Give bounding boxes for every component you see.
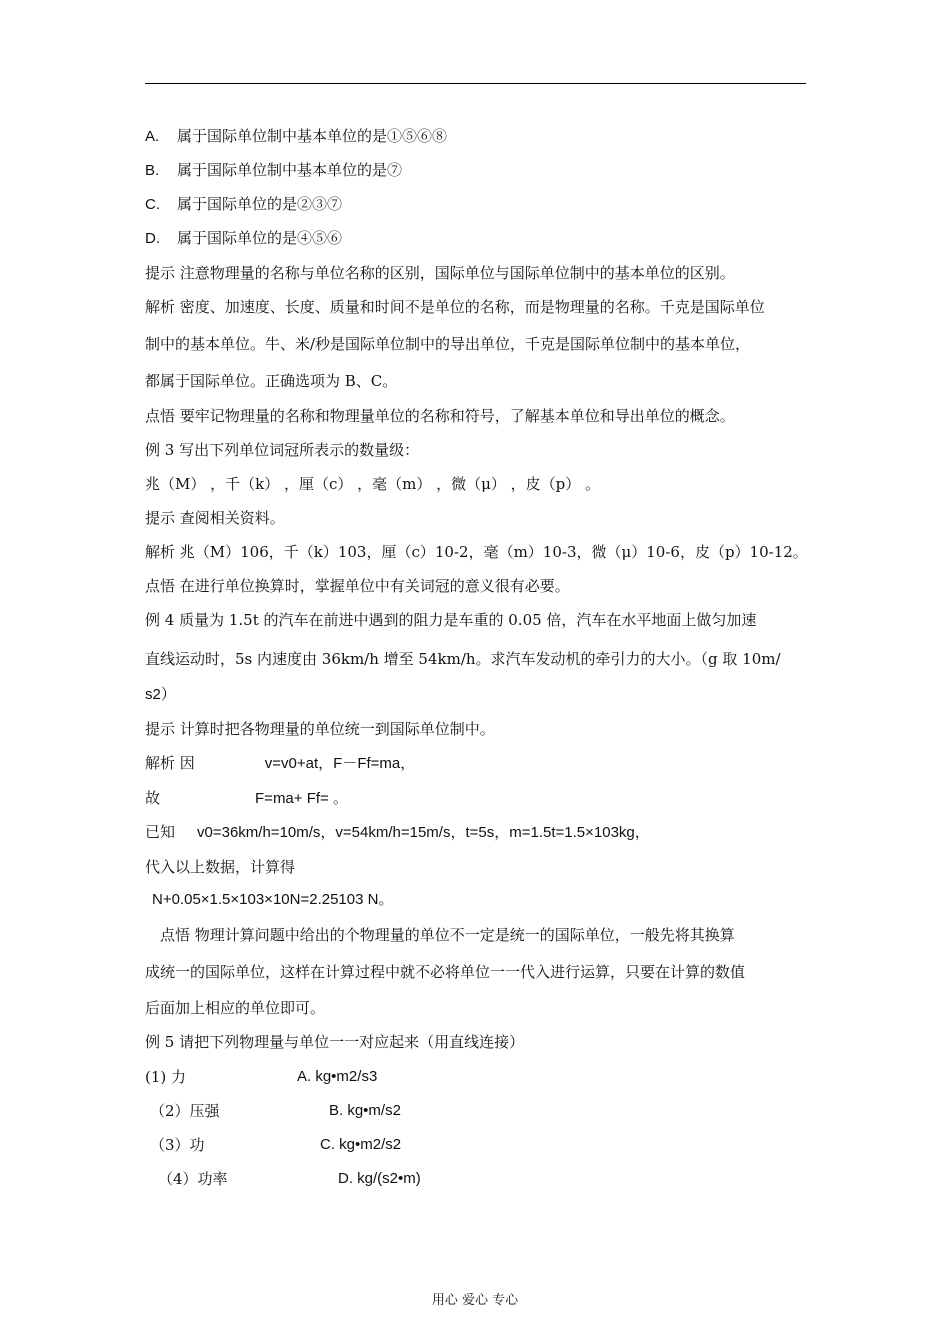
option-letter: B.: [145, 162, 160, 179]
ex2-analysis-line-1: 解析 密度、加速度、长度、质量和时间不是单位的名称，而是物理量的名称。千克是国际单位: [145, 298, 765, 316]
option-text: 属于国际单位制中基本单位的是⑦: [177, 161, 403, 179]
ex4-insight-line-2: 成统一的国际单位，这样在计算过程中就不必将单位一一代入进行运算，只要在计算的数值: [145, 963, 746, 981]
ex5-unit: A. kg•m2/s3: [297, 1068, 378, 1085]
ex5-quantity: （3）功: [150, 1136, 205, 1154]
ex5-quantity: （4）功率: [158, 1170, 228, 1188]
ex4-insight-line-3: 后面加上相应的单位即可。: [145, 999, 326, 1017]
ex4-analysis-formula: v=v0+at，F－Ff=ma，: [264, 755, 416, 772]
ex4-so-label: 故: [145, 789, 161, 807]
ex5-pair-2: [150, 1101, 401, 1121]
ex4-insight-line-1: 点悟 物理计算问题中给出的个物理量的单位不一定是统一的国际单位，一般先将其换算: [160, 926, 735, 944]
ex2-analysis-line-2: 制中的基本单位。牛、米/秒是国际单位制中的导出单位，千克是国际单位制中的基本单位，: [145, 335, 751, 353]
ex5-pair-3: [150, 1135, 402, 1155]
ex4-hint: 提示 计算时把各物理量的单位统一到国际单位制中。: [145, 720, 495, 738]
ex4-so-formula: F=ma+ Ff= 。: [255, 790, 348, 807]
ex3-hint: 提示 查阅相关资料。: [145, 509, 285, 527]
ex5-pair-4: [158, 1169, 421, 1189]
option-d: [145, 228, 342, 249]
ex4-question-line-2: 直线运动时，5s 内速度由 36km/h 增至 54km/h。求汽车发动机的牵引力的大小。（g 取 10m/: [145, 650, 781, 668]
ex2-insight: 点悟 要牢记物理量的名称和物理量单位的名称和符号，了解基本单位和导出单位的概念。: [145, 407, 735, 425]
option-b: [145, 160, 402, 181]
ex4-analysis-label: 解析 因: [145, 754, 195, 772]
ex5-question: 例 5 请把下列物理量与单位一一对应起来（用直线连接）: [145, 1033, 525, 1051]
ex3-question: 例 3 写出下列单位词冠所表示的数量级：: [145, 441, 420, 459]
ex4-known-values: v0=36km/h=10m/s，v=54km/h=15m/s，t=5s，m=1.5t=1.5×103kg，: [197, 824, 650, 841]
ex5-unit: B. kg•m/s2: [329, 1102, 401, 1119]
ex5-unit: C. kg•m2/s2: [320, 1136, 402, 1153]
ex5-quantity: (1) 力: [145, 1068, 187, 1086]
ex4-known-label: 已知: [145, 823, 176, 841]
ex3-analysis: 解析 兆（M）106，千（k）103，厘（c）10-2，毫（m）10-3，微（μ）10-6，皮（p）10-12。: [145, 543, 808, 561]
header-rule: [145, 83, 806, 84]
page-footer: 用心 爱心 专心: [431, 1293, 519, 1308]
option-a: [145, 126, 447, 147]
ex3-insight: 点悟 在进行单位换算时，掌握单位中有关词冠的意义很有必要。: [145, 577, 570, 595]
option-letter: C.: [145, 196, 160, 213]
option-text: 属于国际单位的是④⑤⑥: [177, 229, 343, 247]
ex5-quantity: （2）压强: [150, 1102, 220, 1120]
ex3-prefixes: 兆（M） ，千（k） ，厘（c） ，毫（m） ，微（μ） ，皮（p） 。: [145, 475, 601, 493]
ex4-result: N+0.05×1.5×103×10N=2.25103 N。: [152, 891, 394, 908]
option-letter: D.: [145, 230, 160, 247]
ex4-known: [145, 822, 650, 843]
ex5-pair-1: [145, 1067, 378, 1087]
ex2-analysis-line-3: 都属于国际单位。正确选项为 B、C。: [145, 372, 398, 390]
ex4-analysis: [145, 753, 415, 774]
ex4-so: [145, 788, 348, 809]
option-letter: A.: [145, 128, 160, 145]
ex4-substitute: 代入以上数据，计算得: [145, 858, 296, 876]
ex4-question-line-3: s2）: [145, 686, 176, 703]
ex2-hint: 提示 注意物理量的名称与单位名称的区别，国际单位与国际单位制中的基本单位的区别。: [145, 264, 735, 282]
ex5-unit: D. kg/(s2•m): [338, 1170, 421, 1187]
option-text: 属于国际单位制中基本单位的是①⑤⑥⑧: [177, 127, 448, 145]
option-text: 属于国际单位的是②③⑦: [177, 195, 343, 213]
option-c: [145, 194, 342, 215]
ex4-question-line-1: 例 4 质量为 1.5t 的汽车在前进中遇到的阻力是车重的 0.05 倍，汽车在水平地面上做匀加速: [145, 611, 757, 629]
